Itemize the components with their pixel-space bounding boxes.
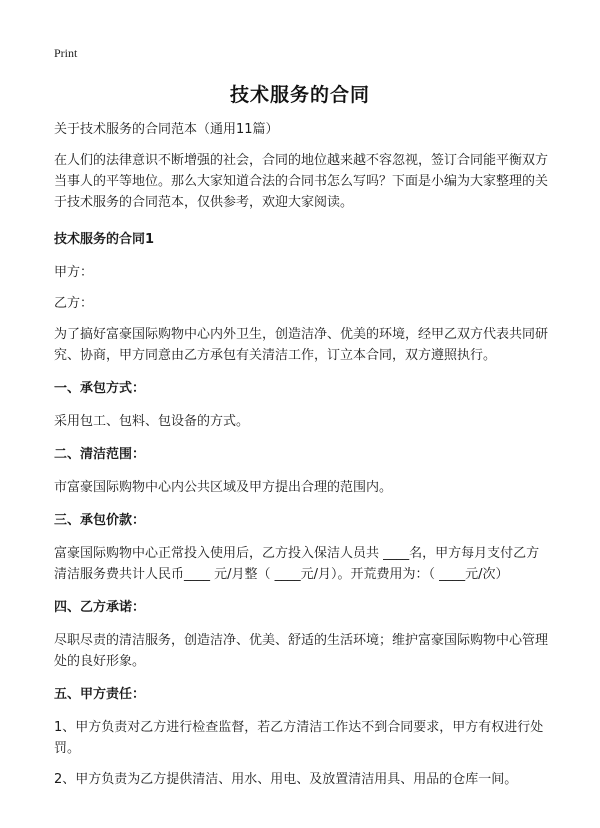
party-a-label: 甲方：: [54, 265, 94, 280]
print-link[interactable]: Print: [54, 46, 78, 60]
page-title: 技术服务的合同: [229, 84, 370, 106]
section-heading: 三、承包价款：: [54, 513, 146, 528]
section-body: 市富豪国际购物中心内公共区域及甲方提出合理的范围内。: [54, 480, 393, 495]
purpose-paragraph: 为了搞好富豪国际购物中心内外卫生，创造洁净、优美的环境，经甲乙双方代表共同研究、协商，甲方同意由乙方承包有关清洁工作，订立本合同，双方遵照执行。: [54, 327, 549, 363]
section-body: 富豪国际购物中心正常投入使用后，乙方投入保洁人员共 ____名，甲方每月支付乙方清洁服务费共计人民币____ 元/月整（ ____元/月）。开荒费用为：（ ____元/次）: [54, 546, 540, 582]
section-item: 1、甲方负责对乙方进行检查监督，若乙方清洁工作达不到合同要求，甲方有权进行处罚。: [54, 720, 544, 756]
section-heading: 二、清洁范围：: [54, 447, 146, 462]
section-heading: 一、承包方式：: [54, 381, 146, 396]
section-body: 采用包工、包料、包设备的方式。: [54, 414, 250, 429]
section-body: 尽职尽责的清洁服务，创造洁净、优美、舒适的生活环境；维护富豪国际购物中心管理处的良好形象。: [54, 633, 549, 669]
contract-heading: 技术服务的合同1: [54, 232, 155, 247]
section-heading: 五、甲方责任：: [54, 687, 146, 702]
document-body: [54, 119, 552, 800]
section-heading: 四、乙方承诺：: [54, 600, 146, 615]
document-subtitle: 关于技术服务的合同范本（通用11篇）: [54, 122, 279, 137]
intro-paragraph: 在人们的法律意识不断增强的社会，合同的地位越来越不容忽视，签订合同能平衡双方当事人的平等地位。那么大家知道合法的合同书怎么写吗？下面是小编为大家整理的关于技术服务的合同范本，仅供参考，欢迎大家阅读。: [54, 153, 549, 210]
party-b-label: 乙方：: [54, 296, 94, 311]
section-item: 2、甲方负责为乙方提供清洁、用水、用电、及放置清洁用具、用品的仓库一间。: [54, 772, 518, 787]
